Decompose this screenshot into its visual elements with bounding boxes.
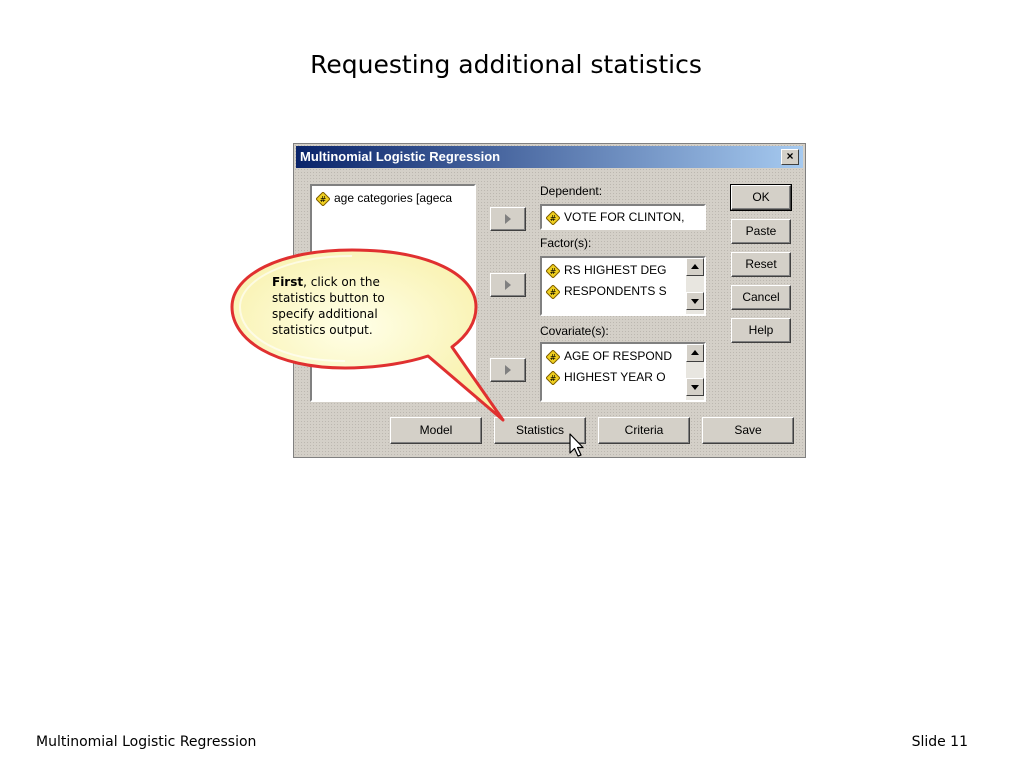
covariate-label: HIGHEST YEAR O (564, 370, 666, 384)
callout-text (272, 274, 422, 338)
svg-text:#: # (549, 287, 557, 297)
close-button[interactable]: × (781, 149, 799, 165)
svg-text:#: # (549, 213, 557, 223)
footer-title: Multinomial Logistic Regression (36, 734, 257, 750)
factor-label: RS HIGHEST DEG (564, 263, 667, 277)
svg-text:#: # (319, 194, 327, 204)
reset-button[interactable]: Reset (731, 252, 791, 277)
model-button[interactable]: Model (390, 417, 482, 444)
source-variable-label: age categories [ageca (334, 191, 453, 205)
svg-text:#: # (549, 373, 557, 383)
criteria-button[interactable]: Criteria (598, 417, 690, 444)
covariate-label: AGE OF RESPOND (564, 349, 673, 363)
factors-label: Factor(s): (540, 236, 592, 250)
factor-label: RESPONDENTS S (564, 284, 667, 298)
mouse-cursor-icon (569, 433, 585, 459)
covariates-label: Covariate(s): (540, 324, 609, 338)
save-button[interactable]: Save (702, 417, 794, 444)
slide-number: Slide 11 (911, 734, 968, 750)
cancel-button[interactable]: Cancel (731, 285, 791, 310)
callout-bold-text: First (272, 275, 304, 289)
svg-text:#: # (549, 352, 557, 362)
statistics-button[interactable]: Statistics (494, 417, 586, 444)
dialog-title: Multinomial Logistic Regression (300, 149, 501, 164)
callout-body-text: , click on the statistics button to specify additional statistics output. (272, 275, 385, 337)
ok-button[interactable]: OK (731, 185, 791, 210)
dependent-label: Dependent: (540, 184, 603, 198)
dependent-value: VOTE FOR CLINTON, (564, 210, 685, 224)
help-button[interactable]: Help (731, 318, 791, 343)
slide-title: Requesting additional statistics (310, 50, 702, 79)
paste-button[interactable]: Paste (731, 219, 791, 244)
svg-text:#: # (549, 266, 557, 276)
